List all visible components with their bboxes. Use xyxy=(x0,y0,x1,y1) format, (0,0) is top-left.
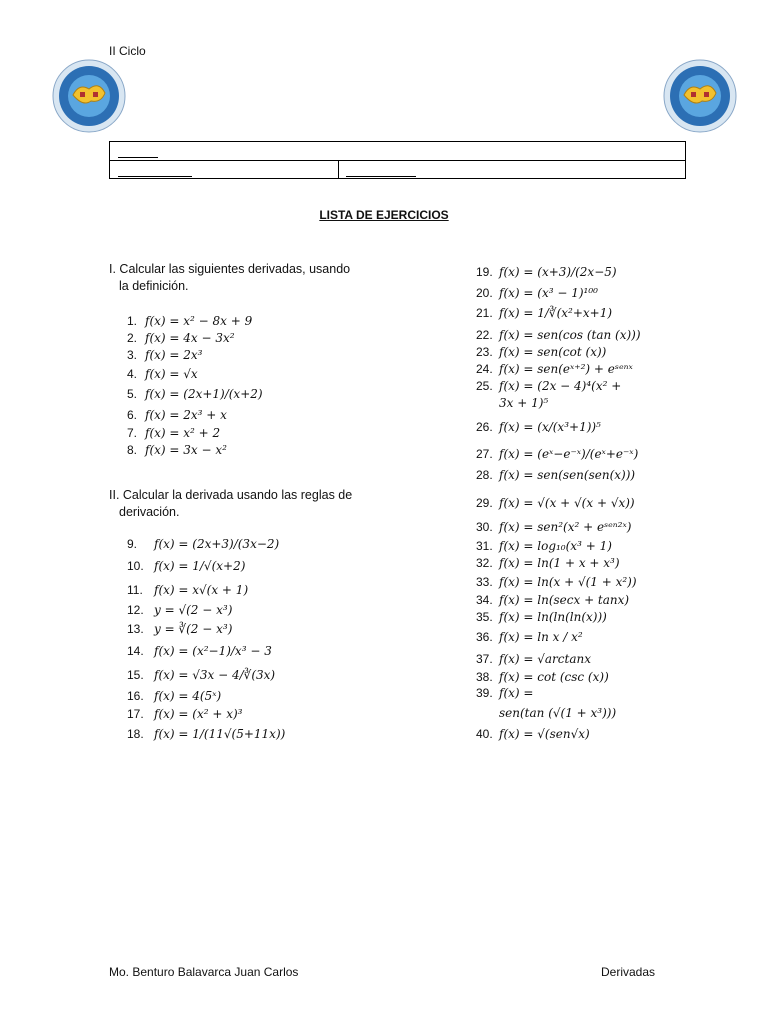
exercise-item: 9. f(x) = (2x+3)/(3x−2) xyxy=(127,537,280,551)
exercise-item: 6. f(x) = 2x³ + x xyxy=(127,408,227,422)
exercise-item: 33. f(x) = ln(x + √(1 + x²)) xyxy=(476,575,637,589)
exercise-item: 1. f(x) = x² − 8x + 9 xyxy=(127,314,253,328)
exercise-item: 7. f(x) = x² + 2 xyxy=(127,426,221,440)
section-2-line-2: derivación. xyxy=(119,505,180,519)
exercise-item: 29. f(x) = √(x + √(x + √x)) xyxy=(476,496,635,510)
exercise-item: 16. f(x) = 4(5ˣ) xyxy=(127,689,222,703)
exercise-item: 25. f(x) = (2x − 4)⁴(x² + xyxy=(476,379,622,393)
section-1-line-2: la definición. xyxy=(119,279,189,293)
info-row-details xyxy=(110,161,685,179)
exercise-item: 11. f(x) = x√(x + 1) xyxy=(127,583,249,597)
page-title: LISTA DE EJERCICIOS xyxy=(319,208,449,222)
student-info-table xyxy=(109,141,686,179)
exercise-item: 32. f(x) = ln(1 + x + x³) xyxy=(476,556,620,570)
exercise-item: 20. f(x) = (x³ − 1)¹⁰⁰ xyxy=(476,286,598,300)
exercise-item: 26. f(x) = (x/(x³+1))⁵ xyxy=(476,420,601,434)
exercise-item: 10. f(x) = 1/√(x+2) xyxy=(127,559,246,573)
exercise-item: 28. f(x) = sen(sen(sen(x))) xyxy=(476,468,636,482)
exercise-item: 15. f(x) = √3x − 4/∛(3x) xyxy=(127,668,276,682)
exercise-item: 3x + 1)⁵ xyxy=(499,396,549,410)
exercise-item: 36. f(x) = ln x / x² xyxy=(476,630,583,644)
exercise-item: 19. f(x) = (x+3)/(2x−5) xyxy=(476,265,617,279)
section-2-instructions xyxy=(109,487,369,521)
footer-topic: Derivadas xyxy=(601,965,656,979)
exercise-item: sen(tan (√(1 + x³))) xyxy=(499,706,617,720)
section-1-line-1: I. Calcular las siguientes derivadas, usando xyxy=(109,262,351,276)
info-cell-left xyxy=(110,161,339,179)
university-seal-right xyxy=(663,59,737,133)
exercise-item: 18. f(x) = 1/(11√(5+11x)) xyxy=(127,727,286,741)
exercise-item: 34. f(x) = ln(secx + tanx) xyxy=(476,593,630,607)
exercise-item: 23. f(x) = sen(cot (x)) xyxy=(476,345,607,359)
exercise-item: 40. f(x) = √(sen√x) xyxy=(476,727,590,741)
right-blank-line xyxy=(346,175,416,177)
exercise-item: 38. f(x) = cot (csc (x)) xyxy=(476,670,609,684)
university-seal-left xyxy=(52,59,126,133)
exercise-item: 27. f(x) = (eˣ−e⁻ˣ)/(eˣ+e⁻ˣ) xyxy=(476,447,639,461)
exercise-item: 8. f(x) = 3x − x² xyxy=(127,443,227,457)
name-blank-line xyxy=(118,156,158,158)
exercise-item: 3. f(x) = 2x³ xyxy=(127,348,203,362)
exercise-item: 14. f(x) = (x²−1)/x³ − 3 xyxy=(127,644,272,658)
section-1-instructions xyxy=(109,261,369,295)
left-blank-line xyxy=(118,175,192,177)
exercise-item: 4. f(x) = √x xyxy=(127,367,198,381)
exercise-item: 30. f(x) = sen²(x² + eˢᵉⁿ²ˣ) xyxy=(476,520,632,534)
exercise-item: 17. f(x) = (x² + x)³ xyxy=(127,707,243,721)
header-cycle: II Ciclo xyxy=(109,44,146,58)
exercise-item: 2. f(x) = 4x − 3x² xyxy=(127,331,235,345)
exercise-item: 5. f(x) = (2x+1)/(x+2) xyxy=(127,387,263,401)
footer-author: Mo. Benturo Balavarca Juan Carlos xyxy=(109,965,299,979)
info-row-name xyxy=(110,142,685,161)
exercise-item: 22. f(x) = sen(cos (tan (x))) xyxy=(476,328,641,342)
exercise-item: 31. f(x) = log₁₀(x³ + 1) xyxy=(476,539,612,553)
exercise-item: 13. y = ∛(2 − x³) xyxy=(127,622,233,636)
exercise-item: 24. f(x) = sen(eˣ⁺²) + eˢᵉⁿˣ xyxy=(476,362,633,376)
exercise-item: 21. f(x) = 1/∛(x²+x+1) xyxy=(476,306,613,320)
section-2-line-1: II. Calcular la derivada usando las reglas de xyxy=(109,488,353,502)
exercise-item: 12. y = √(2 − x³) xyxy=(127,603,233,617)
exercise-item: 37. f(x) = √arctanx xyxy=(476,652,591,666)
exercise-item: 39. f(x) = xyxy=(476,686,534,700)
exercise-item: 35. f(x) = ln(ln(ln(x))) xyxy=(476,610,607,624)
